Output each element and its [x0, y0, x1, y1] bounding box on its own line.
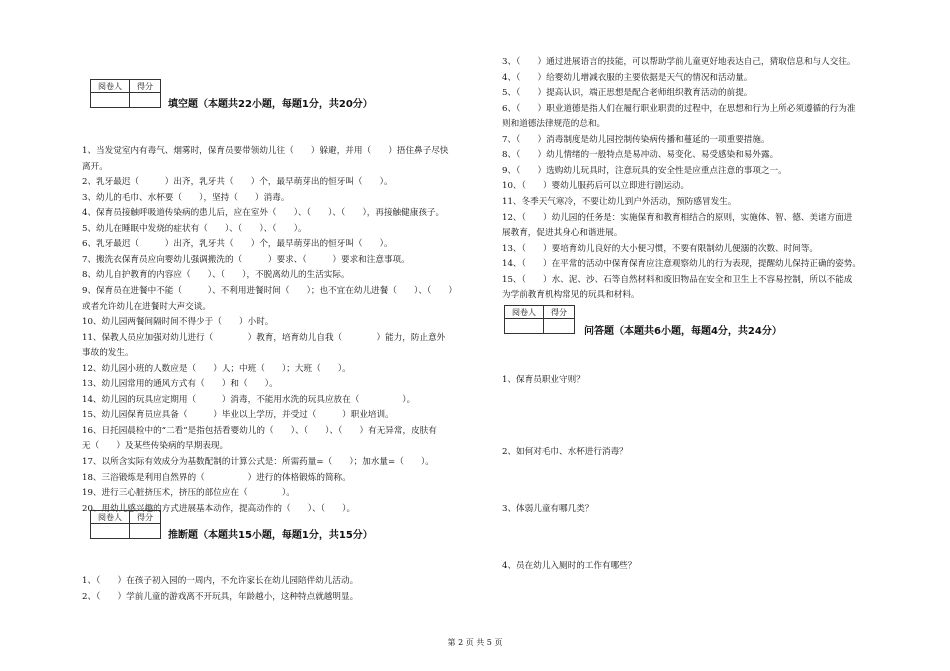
fill-question-line: 18、三浴锻炼是利用自然界的（ ）进行的体格锻炼的简称。 — [82, 472, 351, 483]
fill-question-line: 14、幼儿园的玩具应定期用（ ）消毒，不能用水洗的玩具应放在（ ）。 — [82, 394, 416, 405]
score-box-fill — [90, 79, 161, 108]
fill-question-line: 1、当发觉室内有毒气、烟雾时，保育员要带领幼儿往（ ）躲避，并用（ ）捂住鼻子尽快 — [82, 146, 449, 156]
fill-section-title: 填空题（本题共22小题，每题1分，共20分） — [168, 99, 373, 110]
score-label: 得分 — [130, 80, 161, 93]
judge-question-line: 9、（ ）选购幼儿玩具时，注意玩具的安全性是应重点注意的事项之一。 — [502, 165, 787, 176]
score-box-qa — [504, 305, 575, 334]
judge-question-line: 7、（ ）消毒制度是幼儿园控制传染病传播和蔓延的一项重要措施。 — [502, 134, 770, 145]
judge-question-line: 4、（ ）给婴幼儿增减衣服的主要依据是天气的情况和活动量。 — [502, 72, 753, 83]
judge-question-line: 13、（ ）要培育幼儿良好的大小便习惯，不要有限制幼儿便溺的次数、时间等。 — [502, 243, 819, 254]
reviewer-label: 阅卷人 — [91, 511, 130, 524]
fill-question-line: 或者允许幼儿在进餐时大声交谈。 — [82, 301, 211, 312]
judge-question-line: 则和道德法律规范的总和。 — [502, 119, 606, 130]
fill-question-line: 10、幼儿园两餐间隔时间不得少于（ ）小时。 — [82, 317, 274, 328]
judge-question-line: 5、（ ）提高认识，端正思想是配合老师组织教育活动的前提。 — [502, 88, 753, 99]
judge-question-line: 11、冬季天气寒冷，不要让幼儿到户外活动，预防感冒发生。 — [502, 197, 737, 207]
judge-question-line: 为学前教育机构常见的玩具和材料。 — [502, 290, 640, 301]
judge-question-line: 3、（ ）通过进展语言的技能，可以帮助学前儿童更好地表达自己，猜取信息和与人交往。 — [502, 57, 856, 67]
judge-question-line: 10、（ ）婴幼儿服药后可以立即进行剧运动。 — [502, 181, 690, 192]
judge-question: 1、（ ）在孩子初入园的一周内，不允许家长在幼儿园陪伴幼儿活动。 — [82, 576, 359, 586]
fill-question-line: 20、用幼儿感兴趣的方式进展基本动作，提高动作的（ ）、（ ）。 — [82, 503, 356, 514]
qa-question: 4、员在幼儿入厕时的工作有哪些？ — [502, 561, 637, 571]
judge-question-line: 12、（ ）幼儿园的任务是：实施保育和教育相结合的原则，实施体、智、德、美诸方面进 — [502, 212, 853, 223]
fill-question-line: 19、进行三心脏挤压术，挤压的部位应在（ ）。 — [82, 488, 295, 499]
fill-question-line: 5、幼儿在睡眠中发烧的症状有（ ）、（ ）、（ ）。 — [82, 223, 307, 234]
fill-question-line: 12、幼儿园小班的人数应是（ ）人；中班（ ）；大班（ ）。 — [82, 363, 351, 374]
fill-question-line: 9、保育员在进餐中不能（ ）、不利用进餐时间（ ）；也不宜在幼儿进餐（ ）、（ ） — [82, 286, 457, 296]
fill-question-line: 6、乳牙最迟（ ）出齐，乳牙共（ ）个，最早萌芽出的恒牙叫（ ）。 — [82, 239, 393, 250]
fill-question-line: 离开。 — [82, 161, 108, 172]
fill-question-line: 17、以所含实际有效成分为基数配制的计算公式是：所需药量=（ ）；加水量=（ ）。 — [82, 457, 434, 467]
fill-question-line: 16、日托园晨检中的“二看”是指包括看婴幼儿的（ ）、（ ）、（ ）有无异常，皮肤有 — [82, 425, 437, 436]
judge-section-title: 推断题（本题共15小题，每题1分，共15分） — [168, 530, 373, 541]
reviewer-label: 阅卷人 — [91, 80, 130, 93]
fill-question-line: 7、搬洗衣保育员应向婴幼儿强调搬洗的（ ）要求、（ ）要求和注意事项。 — [82, 254, 410, 265]
fill-question-line: 事故的发生。 — [82, 348, 134, 359]
fill-question-line: 无（ ）及某些传染病的早期表现。 — [82, 441, 229, 452]
qa-question: 2、如何对毛巾、水杯进行消毒？ — [502, 447, 628, 457]
fill-question-line: 2、乳牙最迟（ ）出齐，乳牙共（ ）个，最早萌芽出的恒牙叫（ ）。 — [82, 177, 393, 188]
qa-question: 3、体弱儿童有哪几类？ — [502, 504, 594, 514]
qa-section-title: 问答题（本题共6小题，每题4分，共24分） — [584, 326, 782, 337]
reviewer-label: 阅卷人 — [505, 306, 544, 319]
fill-question-line: 11、保教人员应加强对幼儿进行（ ）教育，培育幼儿自我（ ）能力，防止意外 — [82, 332, 446, 343]
judge-question-line: 展教育，促进其身心和谐进展。 — [502, 228, 623, 239]
qa-question: 1、保育员职业守则？ — [502, 375, 585, 385]
judge-question-line: 6、（ ）职业道德是指人们在履行职业职责的过程中，在思想和行为上所必须遵循的行为准 — [502, 103, 856, 114]
score-label: 得分 — [544, 306, 575, 319]
score-box-judge — [90, 510, 161, 539]
judge-question-line: 14、（ ）在平常的活动中保育保育应注意观察幼儿的行为表现，提醒幼儿保持正确的姿势。 — [502, 259, 861, 270]
fill-question-line: 13、幼儿园常用的通风方式有（ ）和（ ）。 — [82, 379, 278, 390]
judge-question: 2、（ ）学前儿童的游戏离不开玩具，年龄越小，这种特点就越明显。 — [82, 592, 359, 602]
fill-question-line: 8、幼儿自护教育的内容应（ ）、（ ），不脱离幼儿的生活实际。 — [82, 270, 350, 281]
score-label: 得分 — [130, 511, 161, 524]
fill-question-line: 4、保育员接触呼吸道传染病的患儿后，应在室外（ ）、（ ）、（ ），再接触健康孩子。 — [82, 208, 445, 219]
judge-question-line: 15、（ ）水、泥、沙、石等自然材料和废旧物品在安全和卫生上不容易控制，所以不能成 — [502, 274, 853, 285]
page-footer: 第 2 页 共 5 页 — [447, 638, 503, 647]
judge-question-line: 8、（ ）幼儿情绪的一般特点是易冲动、易变化、易受感染和易外露。 — [502, 150, 779, 161]
fill-question-line: 3、幼儿的毛巾、水杯要（ ），坚持（ ）消毒。 — [82, 192, 290, 203]
fill-question-line: 15、幼儿园保育员应具备（ ）毕业以上学历，并受过（ ）职业培训。 — [82, 410, 394, 421]
